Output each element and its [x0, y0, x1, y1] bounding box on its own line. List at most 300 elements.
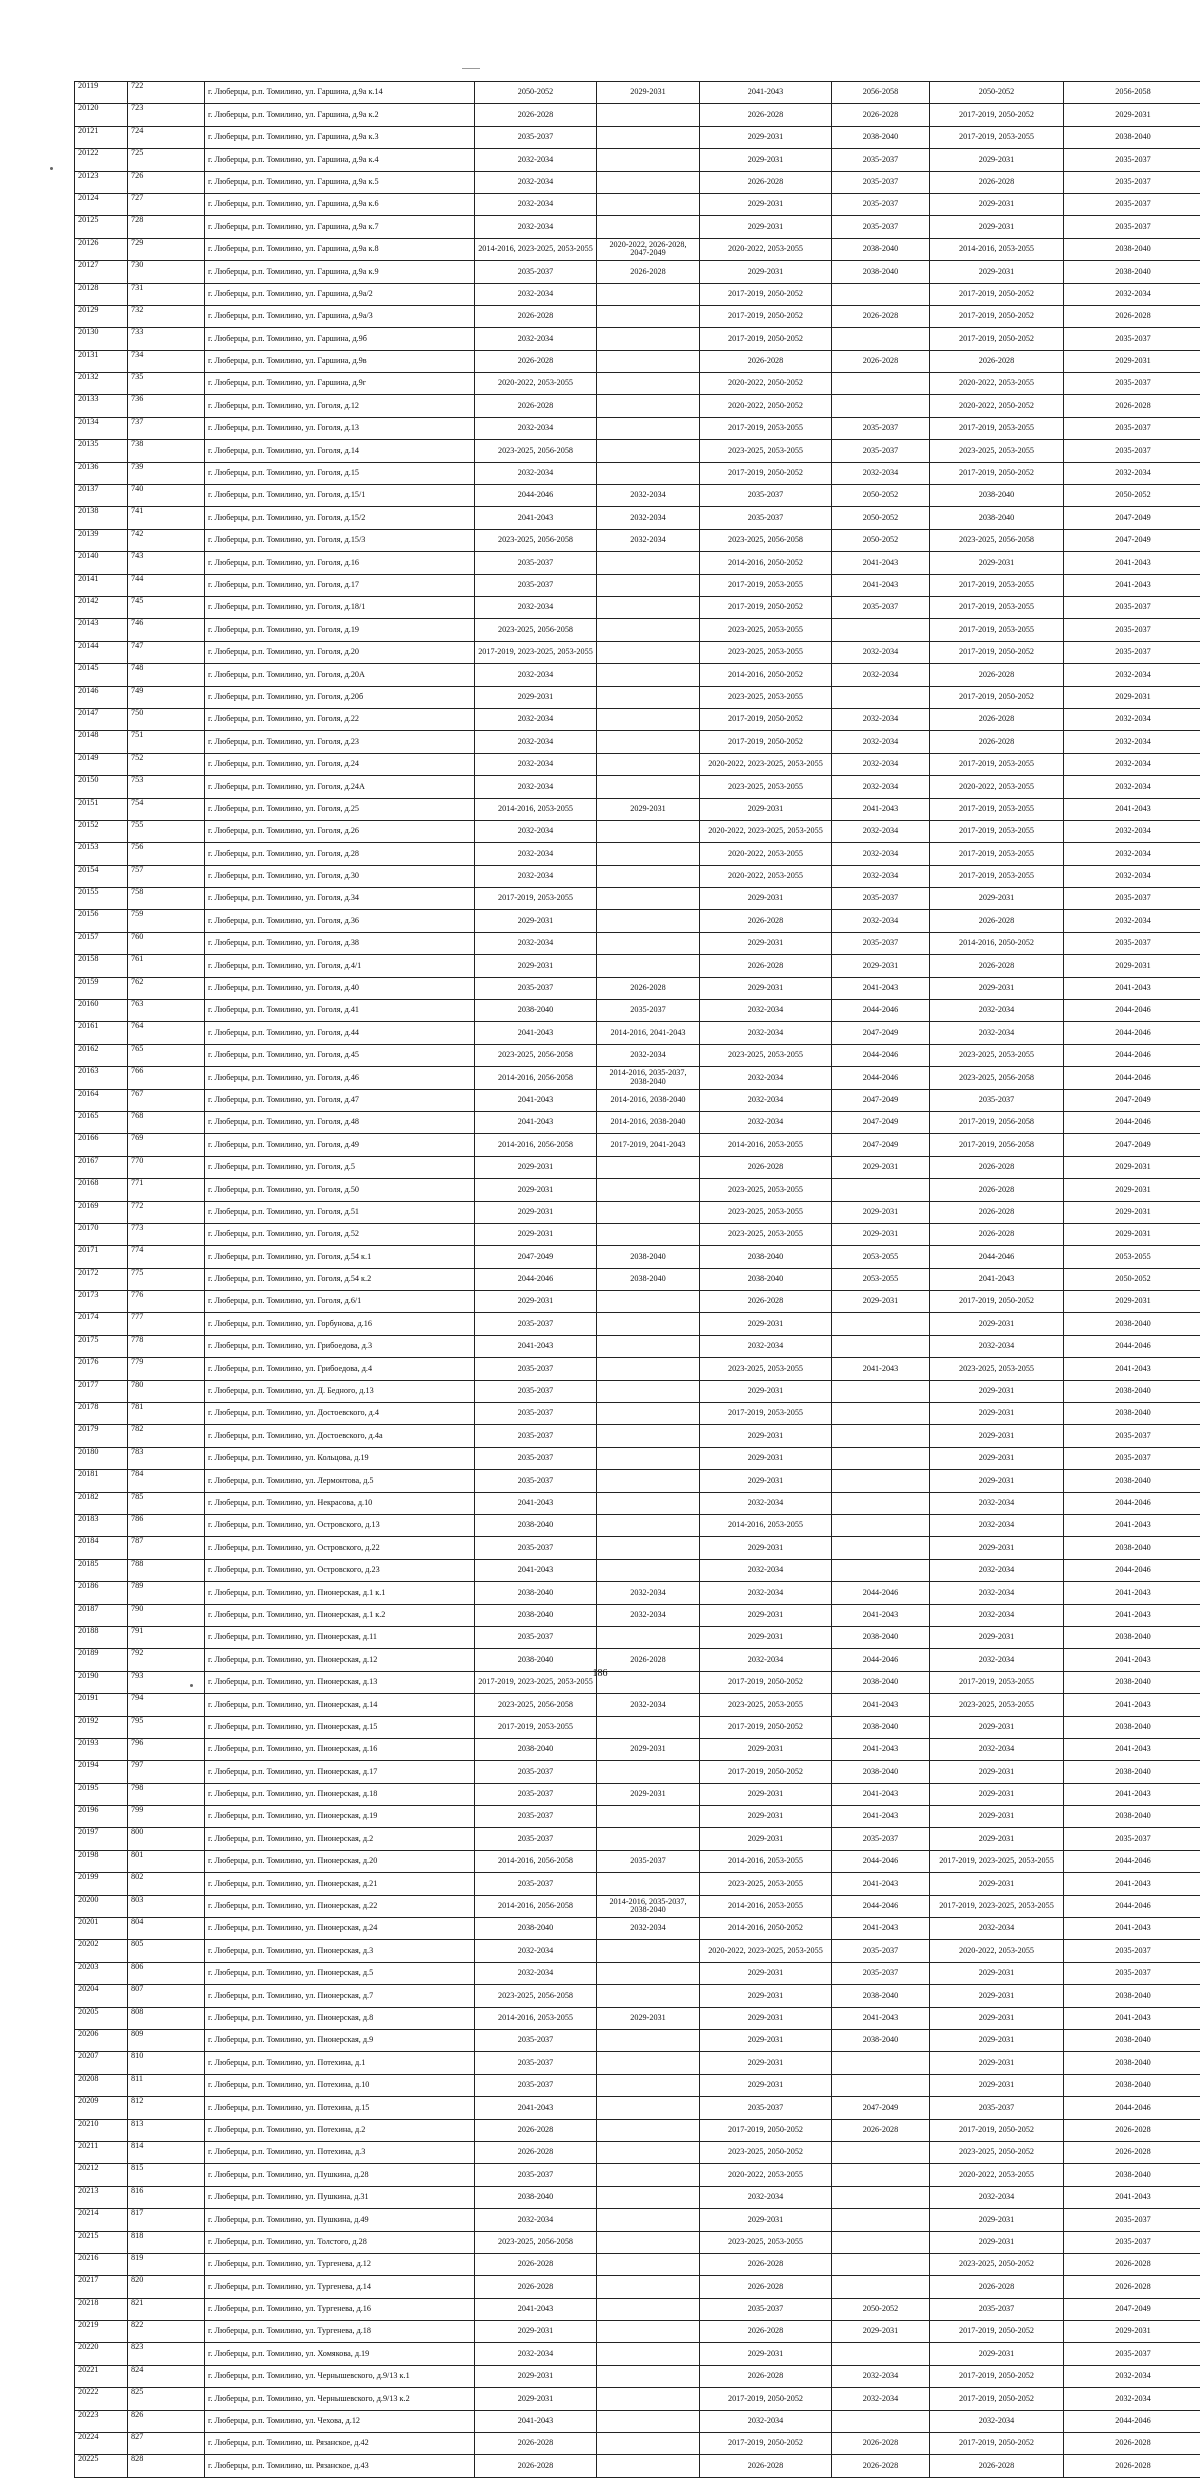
cell-period-1: 2014-2016, 2056-2058: [475, 1895, 597, 1917]
cell-period-3: 2026-2028: [700, 2455, 832, 2477]
cell-period-5: 2023-2025, 2050-2052: [930, 2141, 1064, 2163]
table-row: [75, 1313, 1200, 1335]
cell-item-number: 766: [128, 1067, 205, 1089]
cell-period-4: 2041-2043: [832, 1783, 930, 1805]
cell-item-number: 763: [128, 1000, 205, 1022]
cell-period-6: 2029-2031: [1064, 1291, 1200, 1313]
cell-row-id: 20145: [75, 664, 128, 686]
cell-period-3: 2029-2031: [700, 2343, 832, 2365]
cell-item-number: 756: [128, 843, 205, 865]
cell-period-5: 2029-2031: [930, 1470, 1064, 1492]
cell-address: г. Люберцы, р.п. Томилино, ул. Пионерская, д.14: [205, 1694, 475, 1716]
cell-period-3: 2023-2025, 2053-2055: [700, 440, 832, 462]
cell-period-4: 2038-2040: [832, 1716, 930, 1738]
cell-period-4: [832, 1492, 930, 1514]
cell-period-3: 2029-2031: [700, 1537, 832, 1559]
cell-period-6: 2029-2031: [1064, 1179, 1200, 1201]
cell-period-6: 2038-2040: [1064, 1313, 1200, 1335]
cell-address: г. Люберцы, р.п. Томилино, ул. Гоголя, д.6/1: [205, 1291, 475, 1313]
cell-period-2: [597, 776, 700, 798]
cell-item-number: 741: [128, 507, 205, 529]
cell-period-1: 2029-2031: [475, 955, 597, 977]
cell-period-1: 2026-2028: [475, 395, 597, 417]
cell-row-id: 20153: [75, 843, 128, 865]
cell-period-3: 2020-2022, 2053-2055: [700, 843, 832, 865]
cell-period-2: 2017-2019, 2041-2043: [597, 1134, 700, 1156]
cell-row-id: 20218: [75, 2298, 128, 2320]
cell-period-1: 2029-2031: [475, 2388, 597, 2410]
cell-period-5: 2032-2034: [930, 1604, 1064, 1626]
cell-item-number: 758: [128, 888, 205, 910]
cell-item-number: 810: [128, 2052, 205, 2074]
cell-row-id: 20165: [75, 1111, 128, 1133]
table-row: [75, 350, 1200, 372]
cell-item-number: 753: [128, 776, 205, 798]
cell-address: г. Люберцы, р.п. Томилино, ул. Горбунова, д.16: [205, 1313, 475, 1335]
cell-period-1: 2017-2019, 2023-2025, 2053-2055: [475, 1671, 597, 1693]
cell-address: г. Люберцы, р.п. Томилино, ул. Пионерская, д.7: [205, 1985, 475, 2007]
cell-period-6: 2038-2040: [1064, 1470, 1200, 1492]
cell-period-3: 2014-2016, 2053-2055: [700, 1134, 832, 1156]
cell-period-3: 2029-2031: [700, 2007, 832, 2029]
cell-period-5: 2020-2022, 2050-2052: [930, 395, 1064, 417]
cell-period-1: 2026-2028: [475, 2141, 597, 2163]
cell-period-5: 2017-2019, 2053-2055: [930, 753, 1064, 775]
cell-period-3: 2017-2019, 2050-2052: [700, 462, 832, 484]
table-row: [75, 1425, 1200, 1447]
cell-period-2: [597, 619, 700, 641]
cell-period-5: 2017-2019, 2050-2052: [930, 283, 1064, 305]
cell-address: г. Люберцы, р.п. Томилино, ул. Островского, д.23: [205, 1559, 475, 1581]
cell-period-3: 2029-2031: [700, 798, 832, 820]
cell-period-2: 2038-2040: [597, 1268, 700, 1290]
cell-period-4: 2041-2043: [832, 1918, 930, 1940]
cell-item-number: 761: [128, 955, 205, 977]
table-row: [75, 171, 1200, 193]
cell-period-4: 2029-2031: [832, 1291, 930, 1313]
table-row: [75, 2253, 1200, 2275]
cell-period-3: 2026-2028: [700, 1291, 832, 1313]
cell-period-6: 2038-2040: [1064, 1403, 1200, 1425]
cell-period-3: 2017-2019, 2050-2052: [700, 1761, 832, 1783]
cell-item-number: 722: [128, 82, 205, 104]
cell-period-2: [597, 417, 700, 439]
cell-period-6: 2038-2040: [1064, 2164, 1200, 2186]
cell-period-6: 2044-2046: [1064, 1111, 1200, 1133]
cell-period-1: 2014-2016, 2056-2058: [475, 1850, 597, 1872]
cell-item-number: 751: [128, 731, 205, 753]
cell-item-number: 725: [128, 149, 205, 171]
cell-address: г. Люберцы, р.п. Томилино, ул. Гоголя, д.22: [205, 708, 475, 730]
cell-period-4: 2035-2037: [832, 440, 930, 462]
cell-period-4: 2053-2055: [832, 1268, 930, 1290]
cell-row-id: 20178: [75, 1403, 128, 1425]
cell-period-5: 2032-2034: [930, 1000, 1064, 1022]
cell-period-2: [597, 955, 700, 977]
cell-period-2: 2032-2034: [597, 485, 700, 507]
cell-item-number: 802: [128, 1873, 205, 1895]
cell-period-1: 2035-2037: [475, 1358, 597, 1380]
cell-period-1: 2014-2016, 2053-2055: [475, 798, 597, 820]
cell-period-1: 2026-2028: [475, 305, 597, 327]
cell-address: г. Люберцы, р.п. Томилино, ул. Гоголя, д.36: [205, 910, 475, 932]
cell-period-6: 2035-2037: [1064, 1447, 1200, 1469]
cell-row-id: 20128: [75, 283, 128, 305]
cell-row-id: 20212: [75, 2164, 128, 2186]
cell-period-1: 2032-2034: [475, 820, 597, 842]
cell-period-6: 2044-2046: [1064, 1067, 1200, 1089]
cell-period-3: 2029-2031: [700, 932, 832, 954]
cell-item-number: 800: [128, 1828, 205, 1850]
cell-row-id: 20187: [75, 1604, 128, 1626]
cell-period-4: 2044-2046: [832, 1582, 930, 1604]
cell-period-2: [597, 2164, 700, 2186]
cell-period-4: 2041-2043: [832, 2007, 930, 2029]
cell-period-2: [597, 2209, 700, 2231]
cell-address: г. Люберцы, р.п. Томилино, ул. Гоголя, д.46: [205, 1067, 475, 1089]
table-row: [75, 2365, 1200, 2387]
table-row: [75, 641, 1200, 663]
cell-period-2: [597, 2029, 700, 2051]
cell-address: г. Люберцы, р.п. Томилино, ул. Гаршина, д.9а к.6: [205, 193, 475, 215]
cell-period-3: 2020-2022, 2023-2025, 2053-2055: [700, 1940, 832, 1962]
table-row: [75, 2455, 1200, 2477]
cell-period-1: 2035-2037: [475, 1873, 597, 1895]
table-row: [75, 529, 1200, 551]
cell-period-1: 2038-2040: [475, 1000, 597, 1022]
cell-period-1: 2014-2016, 2056-2058: [475, 1067, 597, 1089]
cell-period-5: 2029-2031: [930, 1626, 1064, 1648]
table-row: [75, 1582, 1200, 1604]
cell-period-1: 2041-2043: [475, 1559, 597, 1581]
cell-period-1: 2026-2028: [475, 2276, 597, 2298]
cell-period-3: 2029-2031: [700, 2074, 832, 2096]
cell-period-4: 2038-2040: [832, 2029, 930, 2051]
cell-address: г. Люберцы, р.п. Томилино, ул. Лермонтова, д.5: [205, 1470, 475, 1492]
cell-period-5: 2023-2025, 2056-2058: [930, 1067, 1064, 1089]
cell-address: г. Люберцы, р.п. Томилино, ул. Гоголя, д.54 к.2: [205, 1268, 475, 1290]
cell-period-3: 2017-2019, 2053-2055: [700, 1403, 832, 1425]
cell-item-number: 765: [128, 1044, 205, 1066]
cell-period-5: 2035-2037: [930, 2298, 1064, 2320]
scan-mark-bottom: [190, 1684, 193, 1687]
cell-period-4: [832, 328, 930, 350]
cell-period-5: 2023-2025, 2050-2052: [930, 2253, 1064, 2275]
cell-period-4: [832, 373, 930, 395]
cell-period-4: [832, 2186, 930, 2208]
cell-period-6: 2038-2040: [1064, 1626, 1200, 1648]
cell-period-5: 2017-2019, 2023-2025, 2053-2055: [930, 1895, 1064, 1917]
cell-row-id: 20161: [75, 1022, 128, 1044]
cell-period-5: 2029-2031: [930, 1985, 1064, 2007]
cell-address: г. Люберцы, р.п. Томилино, ул. Гоголя, д.45: [205, 1044, 475, 1066]
cell-period-4: [832, 2141, 930, 2163]
cell-address: г. Люберцы, р.п. Томилино, ул. Гоголя, д.19: [205, 619, 475, 641]
page-number: 186: [0, 1668, 1200, 1679]
cell-item-number: 723: [128, 104, 205, 126]
cell-period-3: 2020-2022, 2053-2055: [700, 2164, 832, 2186]
cell-row-id: 20215: [75, 2231, 128, 2253]
cell-row-id: 20181: [75, 1470, 128, 1492]
cell-item-number: 769: [128, 1134, 205, 1156]
cell-period-4: 2038-2040: [832, 1761, 930, 1783]
scan-mark-left: [50, 167, 53, 170]
cell-period-3: 2020-2022, 2053-2055: [700, 865, 832, 887]
cell-period-5: 2017-2019, 2053-2055: [930, 820, 1064, 842]
cell-period-4: 2035-2037: [832, 932, 930, 954]
cell-period-4: 2050-2052: [832, 529, 930, 551]
cell-period-6: 2038-2040: [1064, 2074, 1200, 2096]
table-row: [75, 1044, 1200, 1066]
cell-period-1: 2035-2037: [475, 2074, 597, 2096]
table-row: [75, 1962, 1200, 1984]
cell-period-6: 2026-2028: [1064, 395, 1200, 417]
table-row: [75, 507, 1200, 529]
table-row: [75, 1380, 1200, 1402]
cell-row-id: 20172: [75, 1268, 128, 1290]
cell-period-5: 2029-2031: [930, 1783, 1064, 1805]
cell-period-5: 2026-2028: [930, 350, 1064, 372]
cell-period-2: [597, 2074, 700, 2096]
cell-period-6: 2053-2055: [1064, 1246, 1200, 1268]
cell-address: г. Люберцы, р.п. Томилино, ул. Гоголя, д.54 к.1: [205, 1246, 475, 1268]
cell-period-2: [597, 1223, 700, 1245]
cell-period-6: 2026-2028: [1064, 2433, 1200, 2455]
cell-period-6: 2044-2046: [1064, 1492, 1200, 1514]
cell-period-3: 2026-2028: [700, 350, 832, 372]
cell-period-3: 2014-2016, 2053-2055: [700, 1515, 832, 1537]
cell-row-id: 20207: [75, 2052, 128, 2074]
cell-period-6: 2038-2040: [1064, 261, 1200, 283]
cell-item-number: 733: [128, 328, 205, 350]
cell-period-6: 2041-2043: [1064, 1604, 1200, 1626]
cell-period-4: 2032-2034: [832, 753, 930, 775]
cell-item-number: 764: [128, 1022, 205, 1044]
cell-period-5: 2017-2019, 2053-2055: [930, 619, 1064, 641]
cell-address: г. Люберцы, р.п. Томилино, ул. Гоголя, д.50: [205, 1179, 475, 1201]
cell-row-id: 20129: [75, 305, 128, 327]
cell-period-5: 2017-2019, 2050-2052: [930, 2365, 1064, 2387]
cell-period-2: [597, 149, 700, 171]
cell-period-1: 2032-2034: [475, 462, 597, 484]
cell-period-3: 2026-2028: [700, 955, 832, 977]
cell-period-4: 2047-2049: [832, 1111, 930, 1133]
table-row: [75, 1873, 1200, 1895]
cell-period-6: 2029-2031: [1064, 2321, 1200, 2343]
cell-item-number: 740: [128, 485, 205, 507]
table-row: [75, 798, 1200, 820]
cell-period-3: 2014-2016, 2053-2055: [700, 1850, 832, 1872]
cell-period-1: 2047-2049: [475, 1246, 597, 1268]
cell-address: г. Люберцы, р.п. Томилино, ул. Потехина, д.2: [205, 2119, 475, 2141]
cell-period-2: [597, 283, 700, 305]
cell-period-1: 2035-2037: [475, 1380, 597, 1402]
cell-item-number: 782: [128, 1425, 205, 1447]
cell-period-6: 2041-2043: [1064, 1649, 1200, 1671]
cell-period-6: 2032-2034: [1064, 776, 1200, 798]
cell-item-number: 739: [128, 462, 205, 484]
cell-period-1: 2029-2031: [475, 1291, 597, 1313]
cell-period-4: [832, 395, 930, 417]
cell-period-3: 2017-2019, 2050-2052: [700, 596, 832, 618]
cell-row-id: 20213: [75, 2186, 128, 2208]
table-row: [75, 731, 1200, 753]
cell-period-6: 2035-2037: [1064, 1940, 1200, 1962]
cell-period-5: 2020-2022, 2053-2055: [930, 1940, 1064, 1962]
table-row: [75, 2388, 1200, 2410]
cell-period-1: 2035-2037: [475, 1828, 597, 1850]
cell-period-4: [832, 1335, 930, 1357]
table-row: [75, 865, 1200, 887]
cell-period-2: 2026-2028: [597, 1649, 700, 1671]
cell-period-1: 2023-2025, 2056-2058: [475, 529, 597, 551]
table-row: [75, 977, 1200, 999]
cell-row-id: 20159: [75, 977, 128, 999]
cell-item-number: 745: [128, 596, 205, 618]
cell-period-6: 2026-2028: [1064, 2119, 1200, 2141]
cell-period-1: 2032-2034: [475, 417, 597, 439]
cell-item-number: 746: [128, 619, 205, 641]
cell-period-2: 2038-2040: [597, 1246, 700, 1268]
cell-row-id: 20216: [75, 2253, 128, 2275]
cell-item-number: 744: [128, 574, 205, 596]
cell-period-6: 2035-2037: [1064, 619, 1200, 641]
cell-period-6: 2032-2034: [1064, 910, 1200, 932]
cell-address: г. Люберцы, р.п. Томилино, ул. Гоголя, д.15/3: [205, 529, 475, 551]
cell-period-3: 2023-2025, 2053-2055: [700, 1873, 832, 1895]
cell-address: г. Люберцы, р.п. Томилино, ул. Потехина, д.1: [205, 2052, 475, 2074]
cell-item-number: 729: [128, 238, 205, 260]
table-row: [75, 932, 1200, 954]
cell-period-2: [597, 1806, 700, 1828]
cell-item-number: 784: [128, 1470, 205, 1492]
cell-period-6: 2032-2034: [1064, 462, 1200, 484]
cell-period-2: [597, 1537, 700, 1559]
cell-period-2: [597, 1335, 700, 1357]
cell-period-3: 2029-2031: [700, 216, 832, 238]
cell-period-5: 2020-2022, 2053-2055: [930, 776, 1064, 798]
cell-address: г. Люберцы, р.п. Томилино, ул. Гоголя, д.47: [205, 1089, 475, 1111]
cell-period-3: 2017-2019, 2053-2055: [700, 417, 832, 439]
cell-period-1: 2032-2034: [475, 932, 597, 954]
cell-period-1: 2041-2043: [475, 2298, 597, 2320]
cell-address: г. Люберцы, р.п. Томилино, ул. Гоголя, д.20б: [205, 686, 475, 708]
cell-period-5: 2029-2031: [930, 1873, 1064, 1895]
cell-period-2: [597, 2141, 700, 2163]
cell-period-2: [597, 1716, 700, 1738]
cell-row-id: 20122: [75, 149, 128, 171]
cell-period-5: 2026-2028: [930, 1201, 1064, 1223]
cell-period-2: 2014-2016, 2038-2040: [597, 1089, 700, 1111]
cell-period-2: [597, 1179, 700, 1201]
cell-address: г. Люберцы, р.п. Томилино, ул. Гаршина, д.9а к.5: [205, 171, 475, 193]
cell-period-5: 2017-2019, 2023-2025, 2053-2055: [930, 1850, 1064, 1872]
cell-period-3: 2023-2025, 2053-2055: [700, 776, 832, 798]
cell-address: г. Люберцы, р.п. Томилино, ул. Гоголя, д.16: [205, 552, 475, 574]
cell-period-6: 2038-2040: [1064, 1716, 1200, 1738]
cell-period-6: 2041-2043: [1064, 574, 1200, 596]
cell-period-6: 2038-2040: [1064, 1537, 1200, 1559]
cell-period-2: [597, 216, 700, 238]
cell-item-number: 734: [128, 350, 205, 372]
cell-item-number: 792: [128, 1649, 205, 1671]
cell-period-5: 2026-2028: [930, 2276, 1064, 2298]
table-row: [75, 1626, 1200, 1648]
cell-period-5: 2041-2043: [930, 1268, 1064, 1290]
cell-item-number: 747: [128, 641, 205, 663]
table-row: [75, 888, 1200, 910]
cell-item-number: 767: [128, 1089, 205, 1111]
cell-item-number: 726: [128, 171, 205, 193]
cell-period-3: 2026-2028: [700, 171, 832, 193]
cell-item-number: 794: [128, 1694, 205, 1716]
cell-address: г. Люберцы, р.п. Томилино, ул. Некрасова, д.10: [205, 1492, 475, 1514]
cell-row-id: 20222: [75, 2388, 128, 2410]
cell-item-number: 728: [128, 216, 205, 238]
cell-period-5: 2017-2019, 2050-2052: [930, 686, 1064, 708]
table-row: [75, 2343, 1200, 2365]
cell-period-3: 2026-2028: [700, 2253, 832, 2275]
cell-period-6: 2029-2031: [1064, 350, 1200, 372]
cell-period-3: 2020-2022, 2023-2025, 2053-2055: [700, 820, 832, 842]
cell-period-6: 2041-2043: [1064, 2007, 1200, 2029]
cell-period-1: 2035-2037: [475, 552, 597, 574]
cell-period-2: 2020-2022, 2026-2028, 2047-2049: [597, 238, 700, 260]
cell-row-id: 20125: [75, 216, 128, 238]
cell-period-4: 2029-2031: [832, 1223, 930, 1245]
cell-period-3: 2023-2025, 2053-2055: [700, 1694, 832, 1716]
cell-item-number: 811: [128, 2074, 205, 2096]
cell-item-number: 793: [128, 1671, 205, 1693]
table-row: [75, 1179, 1200, 1201]
cell-row-id: 20205: [75, 2007, 128, 2029]
cell-row-id: 20134: [75, 417, 128, 439]
cell-row-id: 20175: [75, 1335, 128, 1357]
cell-period-4: 2032-2034: [832, 2365, 930, 2387]
cell-item-number: 798: [128, 1783, 205, 1805]
cell-item-number: 774: [128, 1246, 205, 1268]
table-row: [75, 1738, 1200, 1760]
cell-period-3: 2035-2037: [700, 507, 832, 529]
cell-period-6: 2047-2049: [1064, 1089, 1200, 1111]
table-row: [75, 193, 1200, 215]
cell-period-1: 2032-2034: [475, 708, 597, 730]
cell-period-2: [597, 843, 700, 865]
cell-period-5: 2029-2031: [930, 1313, 1064, 1335]
cell-period-4: 2035-2037: [832, 596, 930, 618]
cell-period-5: 2029-2031: [930, 2343, 1064, 2365]
cell-period-3: 2023-2025, 2050-2052: [700, 2141, 832, 2163]
cell-period-6: 2041-2043: [1064, 1515, 1200, 1537]
cell-period-6: 2029-2031: [1064, 1201, 1200, 1223]
cell-period-6: 2032-2034: [1064, 283, 1200, 305]
cell-period-3: 2029-2031: [700, 1470, 832, 1492]
table-row: [75, 2321, 1200, 2343]
cell-period-4: 2038-2040: [832, 1671, 930, 1693]
cell-period-4: [832, 2231, 930, 2253]
cell-period-2: [597, 1425, 700, 1447]
table-row: [75, 2029, 1200, 2051]
table-row: [75, 1067, 1200, 1089]
cell-address: г. Люберцы, р.п. Томилино, ул. Потехина, д.3: [205, 2141, 475, 2163]
cell-period-6: 2047-2049: [1064, 507, 1200, 529]
cell-period-2: 2029-2031: [597, 798, 700, 820]
cell-address: г. Люберцы, р.п. Томилино, ул. Гаршина, д.9г: [205, 373, 475, 395]
cell-period-5: 2014-2016, 2050-2052: [930, 932, 1064, 954]
cell-row-id: 20132: [75, 373, 128, 395]
cell-period-5: 2029-2031: [930, 2209, 1064, 2231]
cell-period-4: [832, 1470, 930, 1492]
